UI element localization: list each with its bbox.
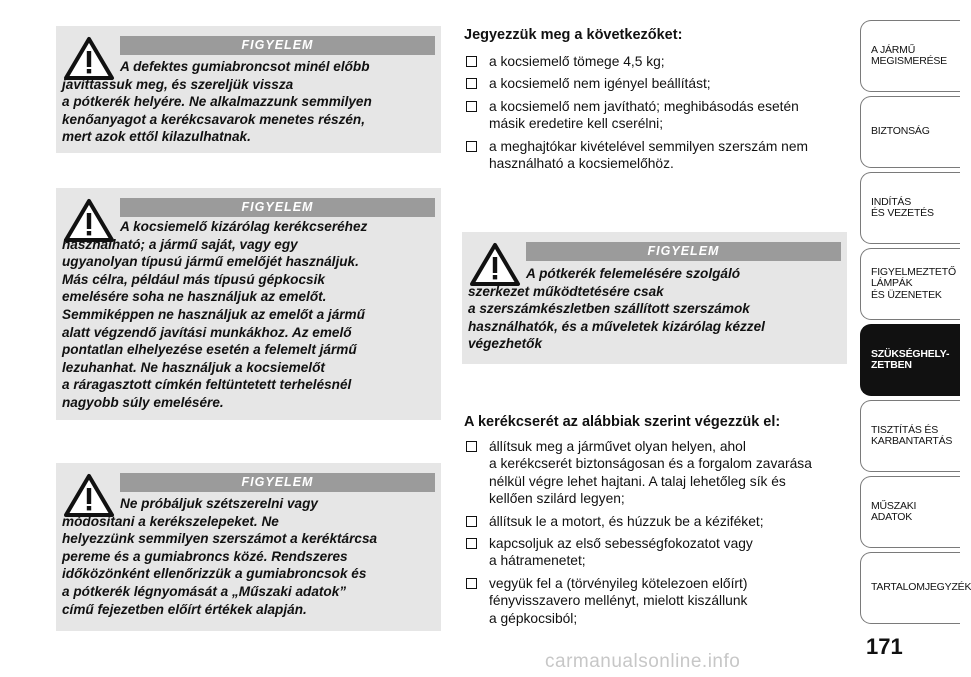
warning-box-spare-lift — [462, 232, 847, 364]
notes-list — [464, 53, 854, 177]
checkbox-icon — [466, 78, 477, 89]
checkbox-icon — [466, 101, 477, 112]
warning-title: FIGYELEM — [120, 36, 435, 55]
tab-warning-lights[interactable]: FIGYELMEZTETŐ LÁMPÁK ÉS ÜZENETEK — [860, 248, 960, 320]
list-item: a kocsiemelő nem igényel beállítást; — [464, 75, 854, 92]
warning-box-wheel-bolts — [56, 26, 441, 153]
tab-technical-data[interactable]: MŰSZAKI ADATOK — [860, 476, 960, 548]
page-number: 171 — [866, 634, 903, 659]
tab-emergency[interactable]: SZÜKSÉGHELY- ZETBEN — [860, 324, 960, 396]
warning-text: A pótkerék felemelésére szolgáló szerkezet működtetésére csak a szerszámkészletben szállított szerszámok használhatók, és a műveletek kizárólag kézzel végezhetők — [468, 266, 765, 352]
tab-contents[interactable]: TARTALOMJEGYZÉK — [860, 552, 960, 624]
list-item: a kocsiemelő nem javítható; meghibásodás esetén másik eredetire kell cserélni; — [464, 98, 854, 133]
checkbox-icon — [466, 538, 477, 549]
watermark: carmanualsonline.info — [545, 651, 741, 672]
warning-title: FIGYELEM — [120, 198, 435, 217]
list-item: vegyük fel a (törvényileg kötelezoen előírt) fényvisszavero mellényt, mielott kiszállunk a gépkocsiból; — [464, 575, 859, 627]
tab-maintenance[interactable]: TISZTÍTÁS ÉS KARBANTARTÁS — [860, 400, 960, 472]
list-item: a kocsiemelő tömege 4,5 kg; — [464, 53, 854, 70]
warning-box-valves — [56, 463, 441, 631]
tab-starting-driving[interactable]: INDÍTÁS ÉS VEZETÉS — [860, 172, 960, 244]
list-item: állítsuk meg a járművet olyan helyen, ahol a kerékcserét biztonságosan és a forgalom zavarása nélkül végre lehet hajtani. A talaj lehetőleg sík és kellően szilárd legyen; — [464, 438, 859, 508]
checkbox-icon — [466, 56, 477, 67]
procedure-list — [464, 438, 859, 632]
section-heading-procedure: A kerékcserét az alábbiak szerint végezzük el: — [464, 414, 781, 430]
list-item: kapcsoljuk az első sebességfokozatot vagy a hátramenetet; — [464, 535, 859, 570]
tab-safety[interactable]: BIZTONSÁG — [860, 96, 960, 168]
warning-box-jack-usage — [56, 188, 441, 420]
warning-text: Ne próbáljuk szétszerelni vagy módosítani a kerékszelepeket. Ne helyezzünk semmilyen szerszámot a keréktárcsa pereme és a gumiabroncs közé. Rendszeres időközönként ellenőrizzük a gumiabroncsok és a pótkerék légnyomását a „Műszaki adatok” című fejezetben előírt értékek alapján. — [62, 496, 378, 617]
tab-vehicle-overview[interactable]: A JÁRMŰ MEGISMERÉSE — [860, 20, 960, 92]
list-item: a meghajtókar kivételével semmilyen szerszám nem használható a kocsiemelőhöz. — [464, 138, 854, 173]
warning-title: FIGYELEM — [120, 473, 435, 492]
checkbox-icon — [466, 516, 477, 527]
checkbox-icon — [466, 441, 477, 452]
list-item: állítsuk le a motort, és húzzuk be a kéziféket; — [464, 513, 859, 530]
warning-text: A defektes gumiabroncsot minél előbb javíttassuk meg, és szereljük vissza a pótkerék helyére. Ne alkalmazzunk semmilyen kenőanyagot a kerékcsavarok menetes részén, mert azok ettől kilazulhatnak. — [62, 59, 372, 145]
checkbox-icon — [466, 578, 477, 589]
checkbox-icon — [466, 141, 477, 152]
warning-title: FIGYELEM — [526, 242, 841, 261]
section-heading-notes: Jegyezzük meg a következőket: — [464, 27, 683, 43]
warning-text: A kocsiemelő kizárólag kerékcseréhez használható; a jármű saját, vagy egy ugyanolyan típusú jármű emelőjét használjuk. Más célra, például más típusú gépkocsik emelésére soha ne használjuk az emelőt. Semmiképpen ne használjuk az emelőt a jármű alatt végzendő javítási munkákhoz. Az emelő pontatlan elhelyezése esetén a felemelt jármű lezuhanhat. Ne használjuk a kocsiemelőt a ráragasztott címkén feltüntetett terhelésnél nagyobb súly emelésére. — [62, 219, 368, 410]
